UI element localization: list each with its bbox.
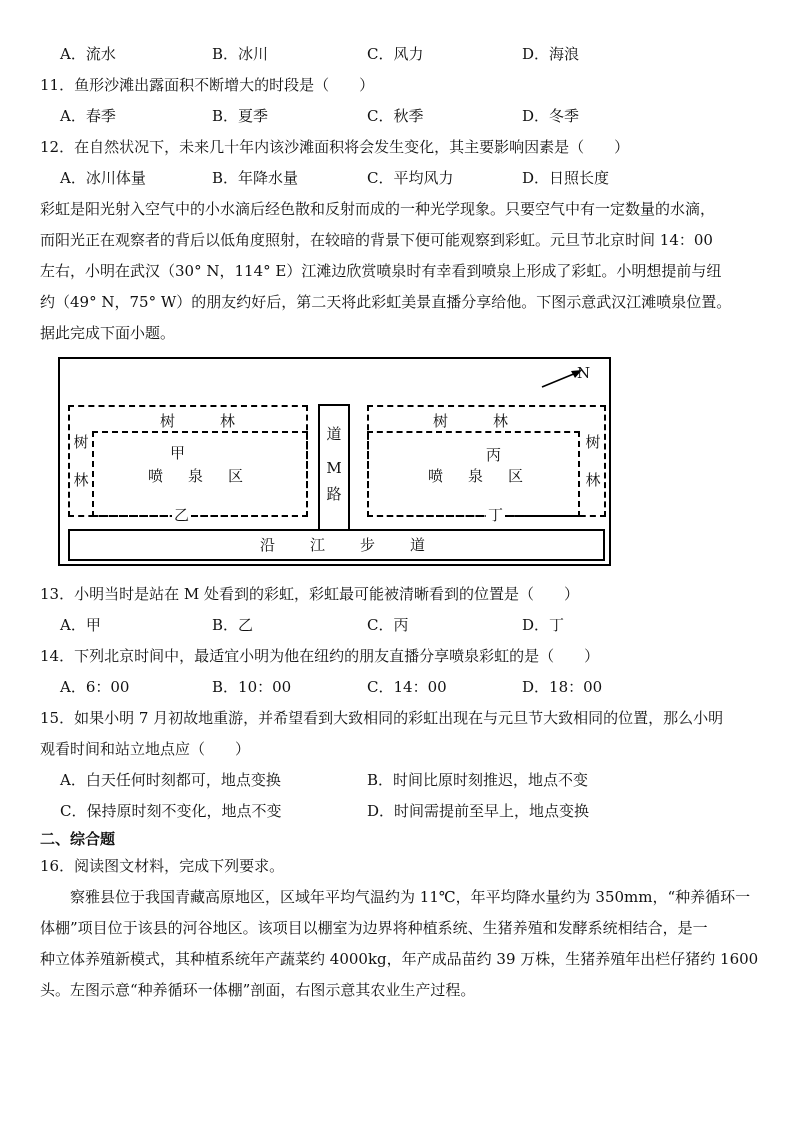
option-a: A．冰川体量 — [60, 169, 146, 187]
option-c: C．秋季 — [367, 107, 424, 125]
fountain-location-map — [58, 357, 611, 566]
question-16-stem: 16．阅读图文材料，完成下列要求。 — [40, 857, 285, 875]
north-label: N — [577, 364, 591, 382]
option-b: B．时间比原时刻推迟，地点不变 — [367, 771, 589, 789]
question-14-stem: 14．下列北京时间中，最适宜小明为他在纽约的朋友直播分享喷泉彩虹的是（ ） — [40, 647, 600, 665]
left-side-forest-label-2: 林 — [73, 471, 89, 489]
option-d: D．丁 — [522, 616, 565, 634]
walkway-label-4: 道 — [410, 536, 426, 554]
left-forest-label-1: 树 — [160, 412, 176, 430]
right-area-label-3: 区 — [508, 467, 524, 485]
left-forest-label-2: 林 — [220, 412, 236, 430]
right-side-forest-label-2: 林 — [585, 471, 601, 489]
road-label-m: M — [326, 459, 342, 477]
option-b: B．10：00 — [212, 678, 292, 696]
question-12-stem: 12．在自然状况下，未来几十年内该沙滩面积将会发生变化，其主要影响因素是（ ） — [40, 138, 630, 156]
option-a: A．6：00 — [60, 678, 130, 696]
option-c: C．保持原时刻不变化，地点不变 — [60, 802, 282, 820]
point-jia: 甲 — [170, 444, 186, 462]
right-area-label-2: 泉 — [468, 467, 484, 485]
option-a: A．甲 — [60, 616, 101, 634]
option-a: A．春季 — [60, 107, 116, 125]
option-b: B．年降水量 — [212, 169, 299, 187]
left-area-label-2: 泉 — [188, 467, 204, 485]
option-c: C．14：00 — [367, 678, 447, 696]
passage-line-5: 据此完成下面小题。 — [40, 324, 176, 342]
walkway-label-2: 江 — [310, 536, 326, 554]
question-15-stem-line-2: 观看时间和站立地点应（ ） — [40, 740, 251, 758]
option-c: C．平均风力 — [367, 169, 454, 187]
road-label-2: 路 — [326, 485, 342, 503]
walkway-label-3: 步 — [360, 536, 376, 554]
point-bing: 丙 — [486, 446, 502, 464]
question-13-stem: 13．小明当时是站在 M 处看到的彩虹，彩虹最可能被清晰看到的位置是（ ） — [40, 585, 579, 603]
q16-material-line-1: 察雅县位于我国青藏高原地区，区域年平均气温约为 11℃，年平均降水量约为 350mm，“种养循环一 — [40, 888, 751, 906]
section-heading: 二、综合题 — [40, 830, 116, 848]
question-15-stem-line-1: 15．如果小明 7 月初故地重游，并希望看到大致相同的彩虹出现在与元旦节大致相同的位置，那么小明 — [40, 709, 724, 727]
option-d: D．海浪 — [522, 45, 580, 63]
q16-material-line-3: 种立体养殖新模式，其种植系统年产蔬菜约 4000kg，年产成品苗约 39 万株，生猪养殖年出栏仔猪约 1600 — [40, 950, 759, 968]
option-a: A．白天任何时刻都可，地点变换 — [60, 771, 281, 789]
option-d: D．日照长度 — [522, 169, 610, 187]
passage-line-4: 约（49° N，75° W）的朋友约好后，第二天将此彩虹美景直播分享给他。下图示意武汉江滩喷泉位置。 — [40, 293, 732, 311]
point-yi: 乙 — [174, 506, 190, 524]
left-side-forest-label-1: 树 — [73, 433, 89, 451]
passage-line-2: 而阳光正在观察者的背后以低角度照射，在较暗的背景下便可能观察到彩虹。元旦节北京时间 14：00 — [40, 231, 713, 249]
option-b: B．夏季 — [212, 107, 269, 125]
q16-material-line-4: 头。左图示意“种养循环一体棚”剖面，右图示意其农业生产过程。 — [40, 981, 476, 999]
option-d: D．时间需提前至早上，地点变换 — [367, 802, 590, 820]
question-11-stem: 11．鱼形沙滩出露面积不断增大的时段是（ ） — [40, 76, 375, 94]
option-a: A．流水 — [60, 45, 116, 63]
q16-material-line-2: 体棚”项目位于该县的河谷地区。该项目以棚室为边界将种植系统、生猪养殖和发酵系统相结合，是一 — [40, 919, 708, 937]
right-area-label-1: 喷 — [428, 467, 444, 485]
right-side-forest-label-1: 树 — [585, 433, 601, 451]
road-label-1: 道 — [326, 425, 342, 443]
point-ding: 丁 — [488, 506, 504, 524]
option-b: B．冰川 — [212, 45, 269, 63]
passage-line-3: 左右，小明在武汉（30° N，114° E）江滩边欣赏喷泉时有幸看到喷泉上形成了彩虹。小明想提前与纽 — [40, 262, 722, 280]
option-d: D．冬季 — [522, 107, 580, 125]
option-c: C．丙 — [367, 616, 409, 634]
right-forest-label-1: 树 — [433, 412, 449, 430]
right-forest-label-2: 林 — [493, 412, 509, 430]
left-area-label-1: 喷 — [148, 467, 164, 485]
left-area-label-3: 区 — [228, 467, 244, 485]
walkway-label-1: 沿 — [260, 536, 276, 554]
riverside-walkway — [68, 529, 605, 561]
option-b: B．乙 — [212, 616, 254, 634]
option-d: D．18：00 — [522, 678, 603, 696]
passage-line-1: 彩虹是阳光射入空气中的小水滴后经色散和反射而成的一种光学现象。只要空气中有一定数量的水滴， — [40, 200, 716, 218]
option-c: C．风力 — [367, 45, 424, 63]
